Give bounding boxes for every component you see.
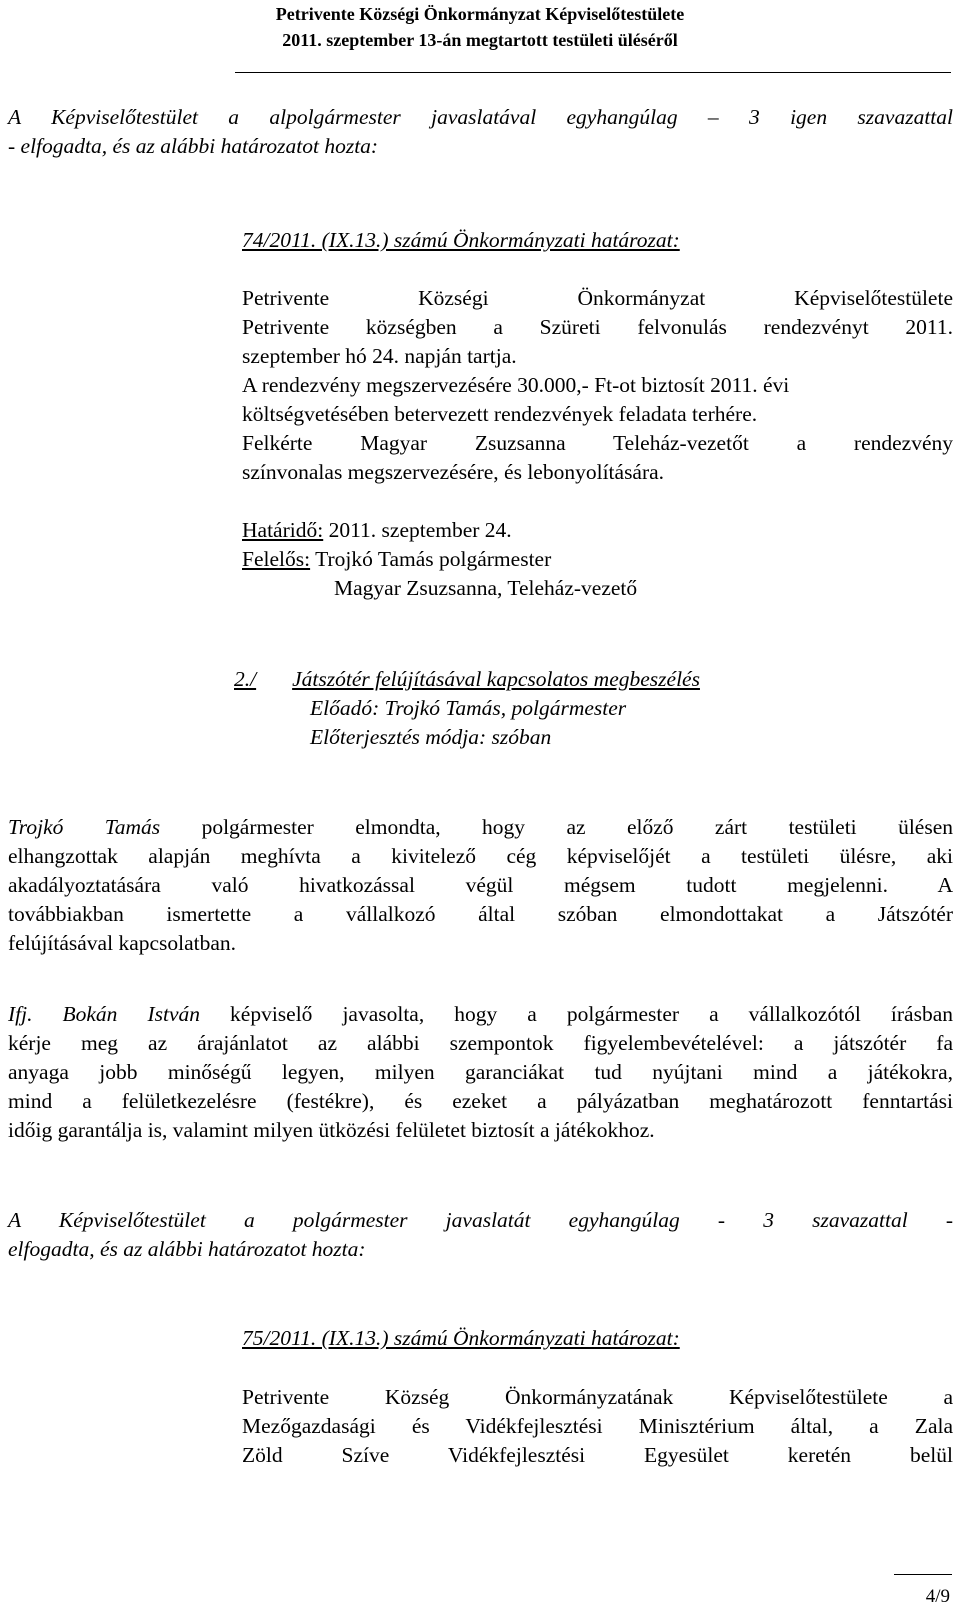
paragraph-1-line3: akadályoztatására való hivatkozással végül mégsem tudott megjelenni. A bbox=[8, 873, 953, 897]
responsible-label: Felelős: bbox=[242, 547, 311, 571]
speaker-name-1: Trojkó Tamás bbox=[8, 815, 161, 839]
resolution-75-line3: Zöld Szíve Vidékfejlesztési Egyesület keretén belül bbox=[242, 1443, 953, 1467]
agenda-item-mode: Előterjesztés módja: szóban bbox=[310, 725, 552, 749]
paragraph-2-line5: időig garantálja is, valamint milyen ütközési felületet biztosít a játékokhoz. bbox=[8, 1118, 655, 1142]
header-divider bbox=[235, 72, 951, 73]
paragraph-1-text1: polgármester elmondta, hogy az előző zárt testületi ülésen bbox=[160, 815, 953, 839]
responsible-value-2: Magyar Zsuzsanna, Teleház-vezető bbox=[334, 576, 638, 600]
page-number: 4/9 bbox=[925, 1586, 950, 1607]
deadline-row bbox=[242, 516, 953, 545]
paragraph-1-line5: felújításával kapcsolatban. bbox=[8, 931, 237, 955]
page-number-rule bbox=[894, 1574, 952, 1575]
resolution-74-title: 74/2011. (IX.13.) számú Önkormányzati határozat: bbox=[242, 228, 680, 252]
deadline-label: Határidő: bbox=[242, 518, 324, 542]
page-header-subtitle: 2011. szeptember 13-án megtartott testületi üléséről bbox=[282, 30, 678, 50]
resolution-74-line3: szeptember hó 24. napján tartja. bbox=[242, 344, 517, 368]
vote-statement-1-line2: - elfogadta, és az alábbi határozatot hozta: bbox=[8, 134, 379, 158]
resolution-74-line1: Petrivente Községi Önkormányzat Képviselőtestülete bbox=[242, 286, 953, 310]
paragraph-1-line2: elhangzottak alapján meghívta a kivitelező cég képviselőjét a testületi ülésre, aki bbox=[8, 844, 953, 868]
paragraph-2-line4: mind a felületkezelésre (festékre), és ezeket a pályázatban meghatározott fenntartási bbox=[8, 1089, 953, 1113]
vote-statement-1-line1: A Képviselőtestület a alpolgármester javaslatával egyhangúlag – 3 igen szavazattal bbox=[8, 105, 953, 129]
agenda-item-2 bbox=[234, 665, 954, 694]
resolution-75-line2: Mezőgazdasági és Vidékfejlesztési Minisztérium által, a Zala bbox=[242, 1414, 953, 1438]
responsible-value: Trojkó Tamás polgármester bbox=[310, 547, 552, 571]
resolution-74-line6: Felkérte Magyar Zsuzsanna Teleház-vezetőt a rendezvény bbox=[242, 431, 953, 455]
resolution-74-line5: költségvetésében betervezett rendezvények feladata terhére. bbox=[242, 402, 758, 426]
paragraph-2-line1 bbox=[8, 1000, 953, 1029]
agenda-item-presenter: Előadó: Trojkó Tamás, polgármester bbox=[310, 696, 627, 720]
deadline-value: 2011. szeptember 24. bbox=[323, 518, 512, 542]
paragraph-2-line3: anyaga jobb minőségű legyen, milyen garanciákat tud nyújtani mind a játékokra, bbox=[8, 1060, 953, 1084]
paragraph-1-line4: továbbiakban ismertette a vállalkozó által szóban elmondottakat a Játszótér bbox=[8, 902, 953, 926]
resolution-75-line1: Petrivente Község Önkormányzatának Képviselőtestülete a bbox=[242, 1385, 953, 1409]
responsible-row bbox=[242, 545, 953, 574]
agenda-item-number: 2./ bbox=[234, 667, 257, 691]
page-header-title: Petrivente Községi Önkormányzat Képviselőtestülete bbox=[275, 4, 685, 24]
resolution-75-title: 75/2011. (IX.13.) számú Önkormányzati határozat: bbox=[242, 1326, 680, 1350]
resolution-74-line7: színvonalas megszervezésére, és lebonyolítására. bbox=[242, 460, 665, 484]
resolution-74-line2: Petrivente községben a Szüreti felvonulás rendezvényt 2011. bbox=[242, 315, 953, 339]
vote-statement-2-line1: A Képviselőtestület a polgármester javaslatát egyhangúlag - 3 szavazattal - bbox=[8, 1208, 953, 1232]
resolution-74-line4: A rendezvény megszervezésére 30.000,- Ft-ot biztosít 2011. évi bbox=[242, 373, 790, 397]
agenda-item-title: Játszótér felújításával kapcsolatos megbeszélés bbox=[292, 667, 700, 691]
vote-statement-2-line2: elfogadta, és az alábbi határozatot hozta: bbox=[8, 1237, 366, 1261]
paragraph-2-line2: kérje meg az árajánlatot az alábbi szempontok figyelembevételével: a játszótér fa bbox=[8, 1031, 953, 1055]
paragraph-2-text1: képviselő javasolta, hogy a polgármester a vállalkozótól írásban bbox=[200, 1002, 954, 1026]
speaker-name-2: Ifj. Bokán István bbox=[8, 1002, 200, 1026]
paragraph-1-line1 bbox=[8, 813, 953, 842]
